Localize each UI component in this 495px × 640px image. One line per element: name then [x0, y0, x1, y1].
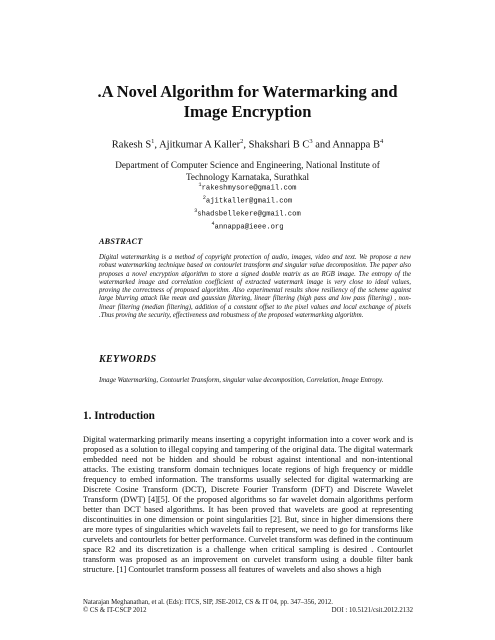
affiliation-line-1: Department of Computer Science and Engineering, National Institute of — [115, 160, 380, 170]
author-name: Ajitkumar A Kaller — [159, 139, 241, 151]
author-superscript: 4 — [379, 138, 384, 145]
author-separator: and — [312, 139, 333, 151]
email-address: ajitkaller@gmail.com — [205, 197, 293, 206]
introduction-heading: 1. Introduction — [83, 410, 155, 422]
affiliation — [0, 160, 495, 183]
author-separator: , — [154, 139, 160, 151]
author-superscript: 3 — [309, 138, 313, 145]
author-name: Rakesh S — [111, 139, 152, 151]
affiliation-line-2: Technology Karnataka, Surathkal — [185, 171, 310, 182]
title-line-1: .A Novel Algorithm for Watermarking and — [97, 82, 398, 101]
footer-row — [83, 607, 413, 615]
author-superscript: 2 — [240, 138, 244, 145]
author-name: Annappa B — [332, 139, 380, 151]
email-line — [0, 181, 495, 194]
footer — [83, 599, 413, 615]
keywords-text: Image Watermarking, Contourlet Transform, singular value decomposition, Correlation, Image Entropy. — [99, 377, 384, 384]
author-list — [0, 135, 495, 153]
email-list — [0, 181, 495, 233]
footer-citation: Natarajan Meghanathan, et al. (Eds): ITCS, SIP, JSE-2012, CS & IT 04, pp. 347–356, 2012. — [83, 599, 334, 606]
email-address: shadsbellekere@gmail.com — [197, 210, 301, 219]
email-address: rakeshmysore@gmail.com — [201, 184, 297, 193]
footer-copyright: © CS & IT-CSCP 2012 — [83, 607, 147, 614]
email-superscript: 2 — [202, 194, 206, 201]
email-superscript: 1 — [198, 182, 202, 188]
abstract-heading: ABSTRACT — [99, 237, 143, 246]
abstract-text: Digital watermarking is a method of copyright protection of audio, images, video and text. We propose a new robust watermarking technique based on contourlet transform and singular value decomposition. The paper also proposes a novel encryption algorithm to store a signed double matrix as an RGB image. The entropy of the watermarked image and correlation coefficient of extracted watermark image is very close to ideal values, proving the correctness of proposed algorithm. Also experimental results show resiliency of the scheme against large blurring attack like mean and gaussian filtering, linear filtering (high pass and low pass filtering) , non-linear filtering (median filtering), addition of a constant offset to the pixel values and local exchange of pixels .Thus proving the security, effectiveness and robustness of the proposed watermarking algorithm. — [99, 254, 411, 320]
email-line — [0, 220, 495, 233]
email-address: annappa@ieee.org — [214, 223, 284, 232]
introduction-text: Digital watermarking primarily means inserting a copyright information into a cover work and is proposed as a solution to illegal copying and tampering of the original data. The digital watermark embedded need not be hidden and should be robust against intentional and non-intentional attacks. The existing transform domain techniques locate regions of high frequency or middle frequency to embed information. The transforms usually selected for digital watermarking are Discrete Cosine Transform (DCT), Discrete Fourier Transform (DFT) and Discrete Wavelet Transform (DWT) [4][5]. Of the proposed algorithms so far wavelet domain algorithms perform better than DCT based algorithms. It has been proved that wavelets are good at representing discontinuities in one dimension or point singularities [2]. But, since in higher dimensions there are more types of singularities which wavelets fail to represent, we need to go for transforms like curvelets and contourlets for better performance. Curvelet transform was defined in the continuum space R2 and its discretization is a challenge when critical sampling is desired . Contourlet transform was proposed as an improvement on curvelet transform using a double filter bank structure. [1] Contourlet transform possess all features of wavelets and also shows a high — [83, 435, 413, 574]
keywords-heading: KEYWORDS — [99, 354, 157, 365]
footer-doi: DOI : 10.5121/csit.2012.2132 — [331, 607, 413, 614]
email-superscript: 3 — [194, 207, 198, 214]
author-superscript: 1 — [151, 138, 155, 145]
email-superscript: 4 — [211, 220, 215, 227]
paper-title — [0, 82, 495, 122]
email-line — [0, 194, 495, 207]
email-line — [0, 207, 495, 220]
author-name: Shakshari B C — [248, 139, 310, 151]
author-separator: , — [243, 139, 249, 151]
title-line-2: Image Encryption — [183, 102, 312, 121]
